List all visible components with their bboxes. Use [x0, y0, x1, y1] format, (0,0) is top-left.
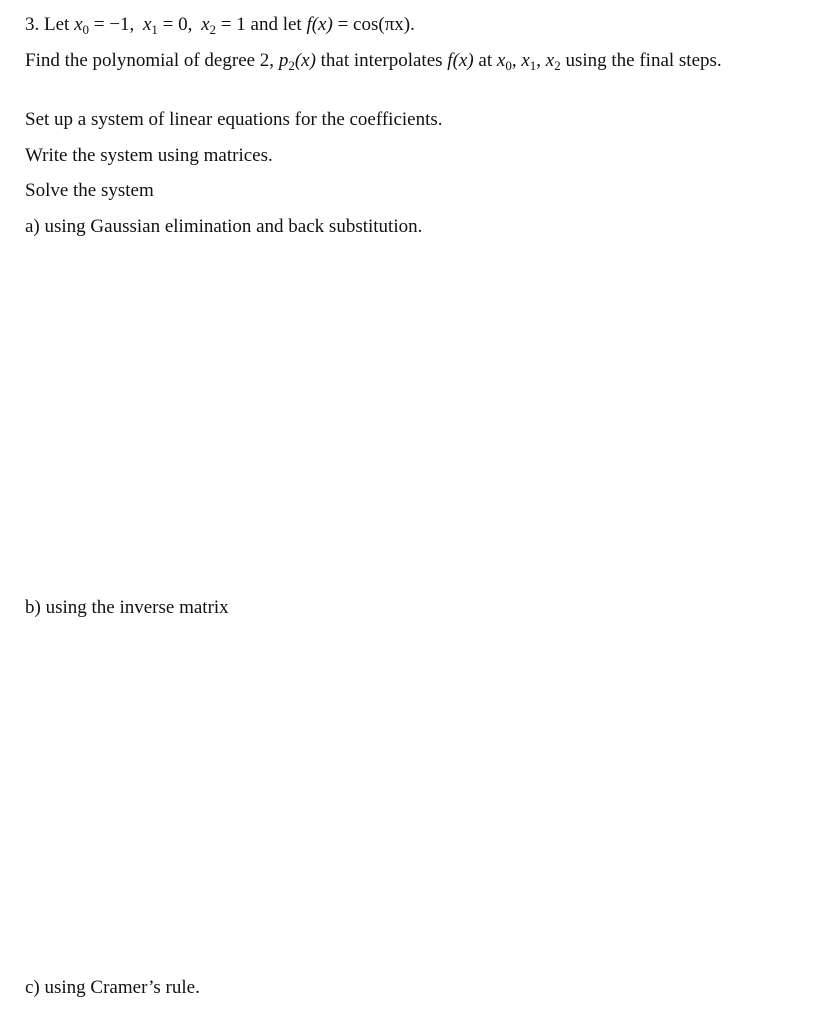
pts-x1-sub: 1: [529, 58, 537, 73]
find-mid: that interpolates: [320, 50, 443, 71]
part-b: b) using the inverse matrix: [25, 597, 229, 618]
part-c: c) using Cramer’s rule.: [25, 977, 200, 998]
x1-value: 0,: [178, 14, 193, 35]
x2-symbol: x: [201, 14, 210, 35]
f-expression: f(x): [306, 14, 333, 35]
x0-value: −1,: [109, 14, 135, 35]
find-at: at: [478, 50, 493, 71]
part-a: a) using Gaussian elimination and back substitution.: [25, 216, 423, 237]
x2-subscript: 2: [209, 22, 217, 37]
let-word: Let: [44, 14, 70, 35]
pts-x0: x: [496, 50, 506, 71]
and-let-text: and let: [250, 14, 302, 35]
find-f: f(x): [447, 50, 474, 71]
find-pre: Find the polynomial of degree 2,: [25, 50, 275, 71]
problem-statement: 3. Let $x_0 = -1$, $x_1 = 0$, $x_2 = 1$ and let f(x) = cos(πx).: [25, 14, 415, 37]
write-instruction: Write the system using matrices.: [25, 145, 273, 166]
p2-arg: (x): [294, 50, 316, 71]
pts-x1: x: [521, 50, 530, 71]
setup-instruction: Set up a system of linear equations for the coefficients.: [25, 109, 443, 130]
x1-subscript: 1: [151, 22, 158, 37]
pts-x2: x: [545, 50, 555, 71]
find-polynomial-text: Find the polynomial of degree 2, $p_2(x)$ that interpolates f(x) at $x_0$, $x_1$, $x_2$ using the final steps.: [25, 50, 722, 73]
p2-subscript: 2: [288, 58, 295, 73]
pts-x2-sub: 2: [554, 58, 561, 73]
solve-instruction: Solve the system: [25, 180, 154, 201]
pts-x0-sub: 0: [505, 58, 512, 73]
find-post: using the final steps.: [565, 50, 722, 71]
x0-symbol: x: [74, 14, 83, 35]
x1-symbol: x: [142, 14, 152, 35]
x0-subscript: 0: [82, 22, 90, 37]
x2-value: 1: [236, 14, 246, 35]
problem-number: 3.: [25, 14, 40, 35]
p2-symbol: p: [278, 50, 289, 71]
cos-expression: cos(πx).: [353, 14, 415, 35]
